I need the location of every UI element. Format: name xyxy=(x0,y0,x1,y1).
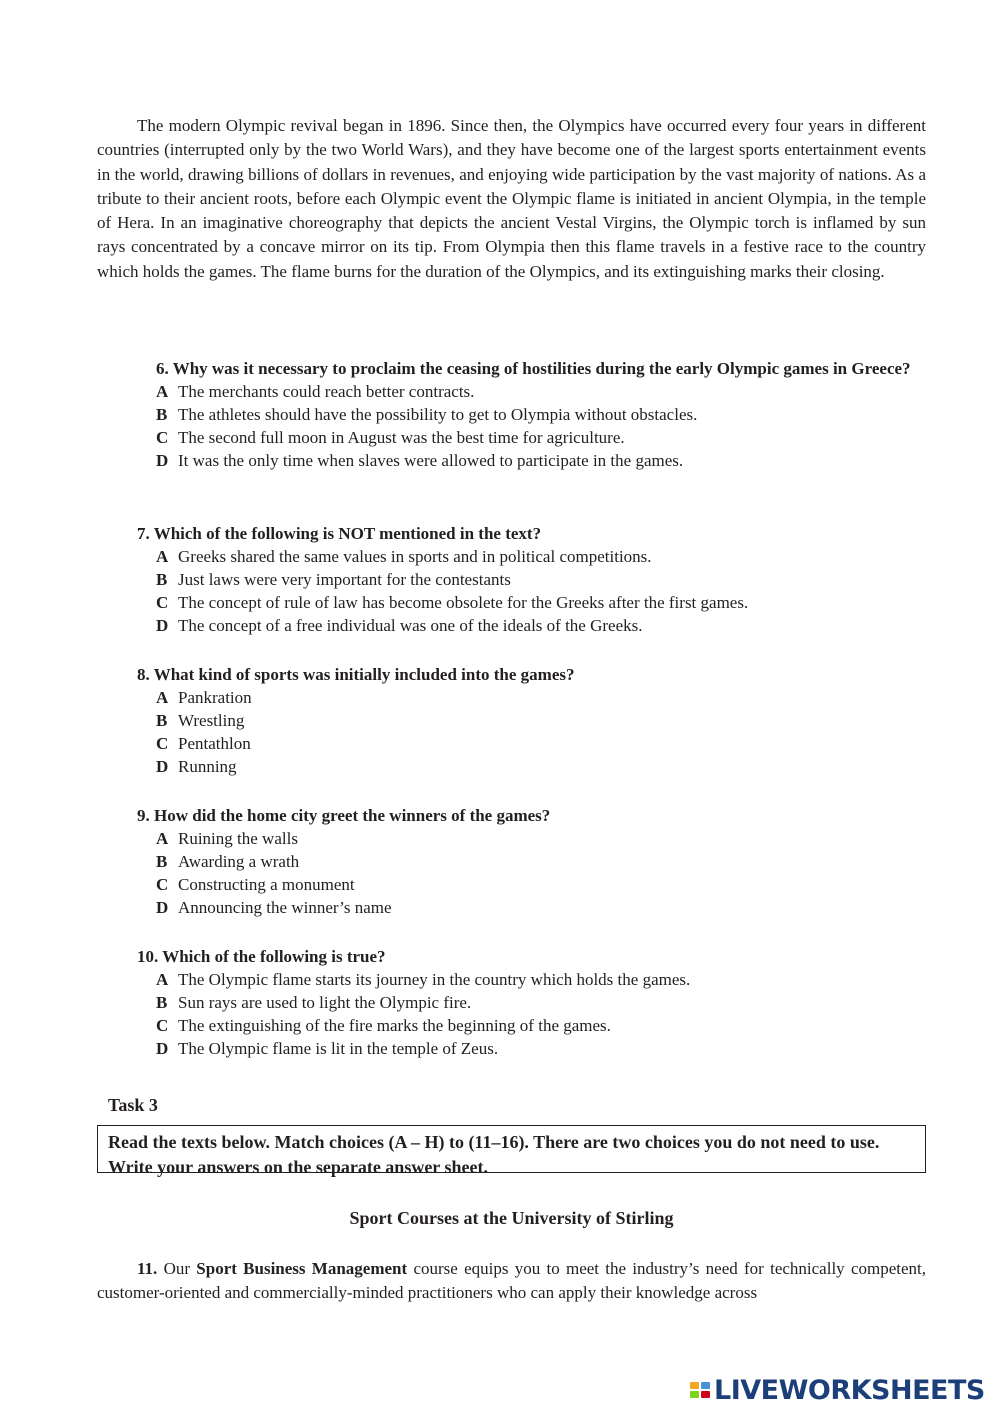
option-c[interactable]: C The extinguishing of the fire marks the beginning of the games. xyxy=(156,1016,611,1035)
option-b[interactable]: B Wrestling xyxy=(156,711,245,730)
logo-text: LIVEWORKSHEETS xyxy=(714,1374,985,1406)
logo-icon xyxy=(690,1382,710,1398)
course-name: Sport Business Management xyxy=(196,1259,408,1278)
option-d[interactable]: D Announcing the winner’s name xyxy=(156,898,392,917)
option-b[interactable]: B Sun rays are used to light the Olympic fire. xyxy=(156,993,472,1012)
question-title: 6. Why was it necessary to proclaim the ceasing of hostilities during the early Olympic games in Greece? xyxy=(156,359,911,378)
question-title: 8. What kind of sports was initially included into the games? xyxy=(137,665,575,684)
option-b[interactable]: B Just laws were very important for the contestants xyxy=(156,570,511,589)
option-b[interactable]: B The athletes should have the possibility to get to Olympia without obstacles. xyxy=(156,405,698,424)
item-number: 11. xyxy=(137,1259,158,1278)
option-b[interactable]: B Awarding a wrath xyxy=(156,852,300,871)
question-6 xyxy=(156,357,926,472)
section-title: Sport Courses at the University of Stirling xyxy=(349,1208,674,1228)
question-title: 9. How did the home city greet the winners of the games? xyxy=(137,806,551,825)
option-c[interactable]: C Pentathlon xyxy=(156,734,251,753)
option-d[interactable]: D The concept of a free individual was one of the ideals of the Greeks. xyxy=(156,616,643,635)
question-title: 10. Which of the following is true? xyxy=(137,947,386,966)
option-c[interactable]: C The second full moon in August was the best time for agriculture. xyxy=(156,428,625,447)
question-10 xyxy=(137,945,690,1060)
option-a[interactable]: A The merchants could reach better contracts. xyxy=(156,382,475,401)
option-a[interactable]: A Greeks shared the same values in sports and in political competitions. xyxy=(156,547,652,566)
option-a[interactable]: A The Olympic flame starts its journey in the country which holds the games. xyxy=(156,970,691,989)
liveworksheets-logo xyxy=(690,1375,985,1405)
option-d[interactable]: D It was the only time when slaves were allowed to participate in the games. xyxy=(156,451,684,470)
option-c[interactable]: C The concept of rule of law has become obsolete for the Greeks after the first games. xyxy=(156,593,749,612)
task-label: Task 3 xyxy=(108,1095,158,1115)
intro-paragraph: The modern Olympic revival began in 1896. Since then, the Olympics have occurred every four years in different countries (interrupted only by the two World Wars), and they have become one of the largest sports entertainment events in the world, drawing billions of dollars in revenues, and enjoying wide participation by the vast majority of nations. As a tribute to their ancient roots, before each Olympic event the Olympic flame is initiated in ancient Olympia, in the temple of Hera. In an imaginative choreography that depicts the ancient Vestal Virgins, the Olympic torch is inflamed by sun rays concentrated by a concave mirror on its tip. From Olympia then this flame travels in a festive race to the country which holds the games. The flame burns for the duration of the Olympics, and its extinguishing marks their closing. xyxy=(97,116,926,281)
option-a[interactable]: A Ruining the walls xyxy=(156,829,298,848)
question-title: 7. Which of the following is NOT mentioned in the text? xyxy=(137,524,542,543)
question-7 xyxy=(137,522,748,637)
option-d[interactable]: D The Olympic flame is lit in the temple of Zeus. xyxy=(156,1039,499,1058)
question-9 xyxy=(137,804,550,919)
course-paragraph-11: 11. Our Sport Business Management course equips you to meet the industry’s need for technically competent, customer-oriented and commercially-minded practitioners who can apply their knowledge across xyxy=(97,1259,926,1303)
option-d[interactable]: D Running xyxy=(156,757,237,776)
option-c[interactable]: C Constructing a monument xyxy=(156,875,355,894)
task-instructions: Read the texts below. Match choices (A – H) to (11–16). There are two choices you do not need to use. Write your answers on the separate answer sheet. xyxy=(97,1125,926,1173)
question-8 xyxy=(137,663,575,778)
option-a[interactable]: A Pankration xyxy=(156,688,252,707)
